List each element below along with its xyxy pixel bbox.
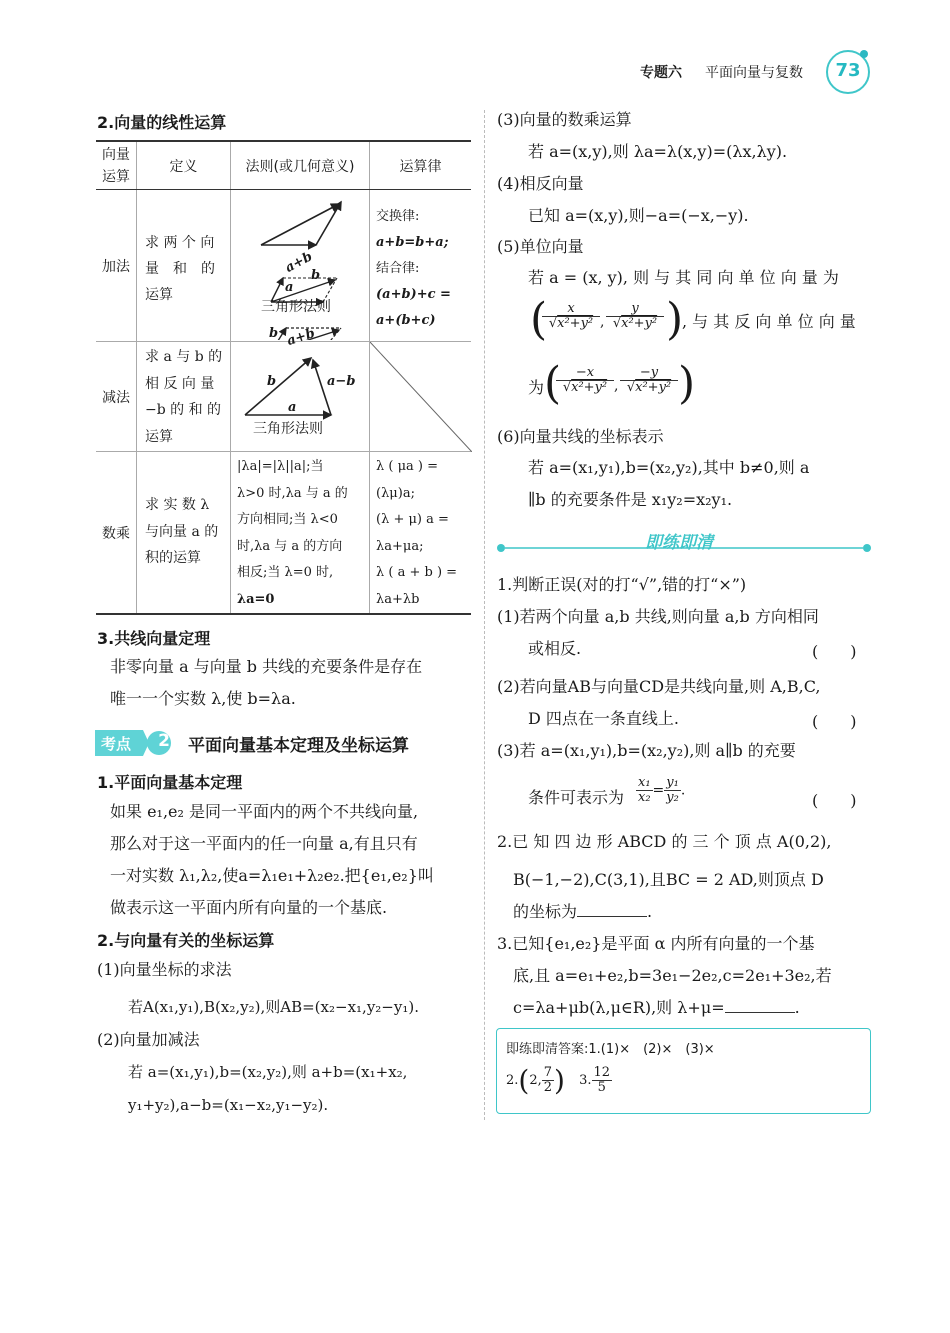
collinear-line-2: 唯一一个实数 λ,使 b=λa. <box>110 689 296 708</box>
paren-open: ( <box>530 294 548 345</box>
diag1-label-b: b <box>311 268 321 283</box>
p5-title: (5)单位向量 <box>497 237 584 256</box>
kaodian-number: 2 <box>158 731 170 751</box>
paren-close: ) <box>678 358 696 409</box>
diag1-label-a: a <box>285 280 294 295</box>
frac-x1-x2: $\frac{\text{x₁}}{\text{x₂}}$ <box>638 775 651 805</box>
p6-title: (6)向量共线的坐标表示 <box>497 427 664 446</box>
sub-law-diagonal <box>370 342 472 452</box>
sub-rule-label: 三角形法则 <box>253 421 323 437</box>
p3-title: (3)向量的数乘运算 <box>497 110 632 129</box>
row-sub-name: 减法 <box>96 342 137 452</box>
page-number: 73 <box>835 60 861 81</box>
practice-title: 即练即清 <box>645 533 713 553</box>
th-rule: 法则(或几何意义) <box>231 141 370 190</box>
frac-y1-y2: $\frac{\text{y₁}}{\text{y₂}}$ <box>666 775 679 805</box>
p2-line-2: y₁+y₂),a−b=(x₁−x₂,y₁−y₂). <box>128 1096 329 1114</box>
comma: , <box>614 378 619 394</box>
collinear-line-1: 非零向量 a 与向量 b 共线的充要条件是存在 <box>110 657 423 676</box>
row-sub-law <box>370 342 472 452</box>
answer-line-1: 即练即清答案:1.(1)× (2)× (3)× <box>506 1042 715 1057</box>
subsection-basis-theorem: 1.平面向量基本定理 <box>97 773 243 792</box>
diag2-label-b: b <box>269 326 279 341</box>
paren-open: ( <box>544 358 562 409</box>
comma: , <box>600 314 605 330</box>
row-mul-rule: |λa|=|λ||a|;当 λ>0 时,λa 与 a 的 方向相同;当 λ<0 时,λa 与 a 的方向 相反;当 λ=0 时, λa=0 <box>231 452 370 615</box>
sub-label-b: b <box>267 374 277 389</box>
triangle-rule-label: 三角形法则 <box>261 299 331 315</box>
frac-x: $\frac{x}{\text{√x²+y²}}$ <box>542 302 600 331</box>
q3-line-3: c=λa+μb(λ,μ∈R),则 λ+μ= . <box>513 998 800 1017</box>
p1-title: (1)向量坐标的求法 <box>97 960 232 979</box>
p5-line-3-prefix: 为 <box>528 378 545 397</box>
row-add-law: 交换律: a+b=b+a; 结合律: (a+b)+c = a+(b+c) <box>370 190 472 342</box>
row-mul-name: 数乘 <box>96 452 137 615</box>
q2-blank[interactable] <box>577 902 647 917</box>
row-mul-law: λ ( μa ) = (λμ)a; (λ + μ) a = λa+μa; λ ( a + b ) = λa+λb <box>370 452 472 615</box>
p6-line-1: 若 a=(x₁,y₁),b=(x₂,y₂),其中 b≠0,则 a <box>528 458 810 477</box>
kaodian-title: 平面向量基本定理及坐标运算 <box>188 736 409 756</box>
p5-line-2: , 与 其 反 向 单 位 向 量 <box>682 312 856 331</box>
row-add-def: 求 两 个 向 量 和 的 运算 <box>137 190 231 342</box>
p2-line-1: 若 a=(x₁,y₁),b=(x₂,y₂),则 a+b=(x₁+x₂, <box>128 1063 408 1081</box>
basis-line-2: 那么对于这一平面内的任一向量 a,有且只有 <box>110 834 418 853</box>
q1-1-line-1: (1)若两个向量 a,b 共线,则向量 a,b 方向相同 <box>497 607 819 626</box>
unit-vector-same <box>530 294 684 350</box>
section-title-linear-ops: 2.向量的线性运算 <box>97 113 227 132</box>
p5-line-1: 若 a = (x, y), 则 与 其 同 向 单 位 向 量 为 <box>528 268 839 287</box>
q3-line-2: 底,且 a=e₁+e₂,b=3e₁−2e₂,c=2e₁+3e₂,若 <box>513 966 832 985</box>
q1-2-line-2: D 四点在一条直线上. <box>528 709 680 728</box>
basis-line-1: 如果 e₁,e₂ 是同一平面内的两个不共线向量, <box>110 802 419 821</box>
vector-ops-table <box>96 140 471 615</box>
unit-vector-opposite <box>544 360 694 414</box>
sub-label-a: a <box>288 400 297 415</box>
column-divider <box>484 110 485 1120</box>
p4-title: (4)相反向量 <box>497 174 584 193</box>
header-title: 平面向量与复数 <box>705 65 803 81</box>
sub-label-amb: a−b <box>327 374 356 389</box>
q2-line-1: 2.已 知 四 边 形 ABCD 的 三 个 顶 点 A(0,2), <box>497 832 832 851</box>
diag1-label-apb: a+b <box>282 249 316 276</box>
p4-line: 已知 a=(x,y),则−a=(−x,−y). <box>528 206 749 225</box>
q3-blank[interactable] <box>725 998 795 1013</box>
paren-close: ) <box>666 294 684 345</box>
q3-line-1: 3.已知{e₁,e₂}是平面 α 内所有向量的一个基 <box>497 934 815 953</box>
section-title-collinear: 3.共线向量定理 <box>97 629 211 648</box>
p3-line: 若 a=(x,y),则 λa=λ(x,y)=(λx,λy). <box>528 142 788 161</box>
q1-1-answer-paren: ( ) <box>812 642 857 661</box>
q1-3-answer-paren: ( ) <box>812 791 857 810</box>
row-mul-def: 求 实 数 λ 与向量 a 的 积的运算 <box>137 452 231 615</box>
row-add-rule <box>231 190 370 350</box>
q2-line-3: 的坐标为 . <box>513 902 653 921</box>
q1-1-line-2: 或相反. <box>528 639 582 658</box>
th-ops: 向量运算 <box>96 141 137 190</box>
header-chapter: 专题六 <box>640 65 682 81</box>
q1-title: 1.判断正误(对的打“√”,错的打“×”) <box>497 575 747 594</box>
q1-3-fraction: $\frac{\text{x₁}}{\text{x₂}}$ = $\frac{\text{y₁}}{\text{y₂}}$ . <box>638 775 686 805</box>
diag2-label-apb: a+b <box>285 326 317 350</box>
frac-y: $\frac{y}{\text{√x²+y²}}$ <box>606 302 664 331</box>
th-def: 定义 <box>137 141 231 190</box>
row-sub-rule <box>231 342 370 452</box>
p6-line-2: ∥b 的充要条件是 x₁y₂=x₂y₁. <box>528 490 733 509</box>
subsection-coord-ops: 2.与向量有关的坐标运算 <box>97 931 275 950</box>
badge-dot <box>860 50 868 58</box>
kaodian-label: 考点 <box>101 735 132 753</box>
p2-title: (2)向量加减法 <box>97 1030 200 1049</box>
q1-2-answer-paren: ( ) <box>812 712 857 731</box>
frac-negy: $\frac{-y}{\text{√x²+y²}}$ <box>620 366 678 395</box>
q1-3-line-2: 条件可表示为 <box>528 788 625 807</box>
row-add-name: 加法 <box>96 190 137 342</box>
basis-line-3: 一对实数 λ₁,λ₂,使a=λ₁e₁+λ₂e₂.把{e₁,e₂}叫 <box>110 866 434 885</box>
answer-line-2: 2.(2, $\frac{7}{2}$ ) 3. $\frac{12}{5}$ <box>506 1064 611 1097</box>
th-law: 运算律 <box>370 141 472 190</box>
p1-line: 若A(x₁,y₁),B(x₂,y₂),则AB=(x₂−x₁,y₂−y₁). <box>128 998 419 1016</box>
basis-line-4: 做表示这一平面内所有向量的一个基底. <box>110 898 388 917</box>
frac-negx: $\frac{-x}{\text{√x²+y²}}$ <box>556 366 614 395</box>
row-sub-def: 求 a 与 b 的 相 反 向 量 −b 的 和 的 运算 <box>137 342 231 452</box>
q1-2-line-1: (2)若向量AB与向量CD是共线向量,则 A,B,C, <box>497 677 821 696</box>
q2-line-2: B(−1,−2),C(3,1),且BC = 2 AD,则顶点 D <box>513 870 824 889</box>
q1-3-line-1: (3)若 a=(x₁,y₁),b=(x₂,y₂),则 a∥b 的充要 <box>497 741 796 760</box>
